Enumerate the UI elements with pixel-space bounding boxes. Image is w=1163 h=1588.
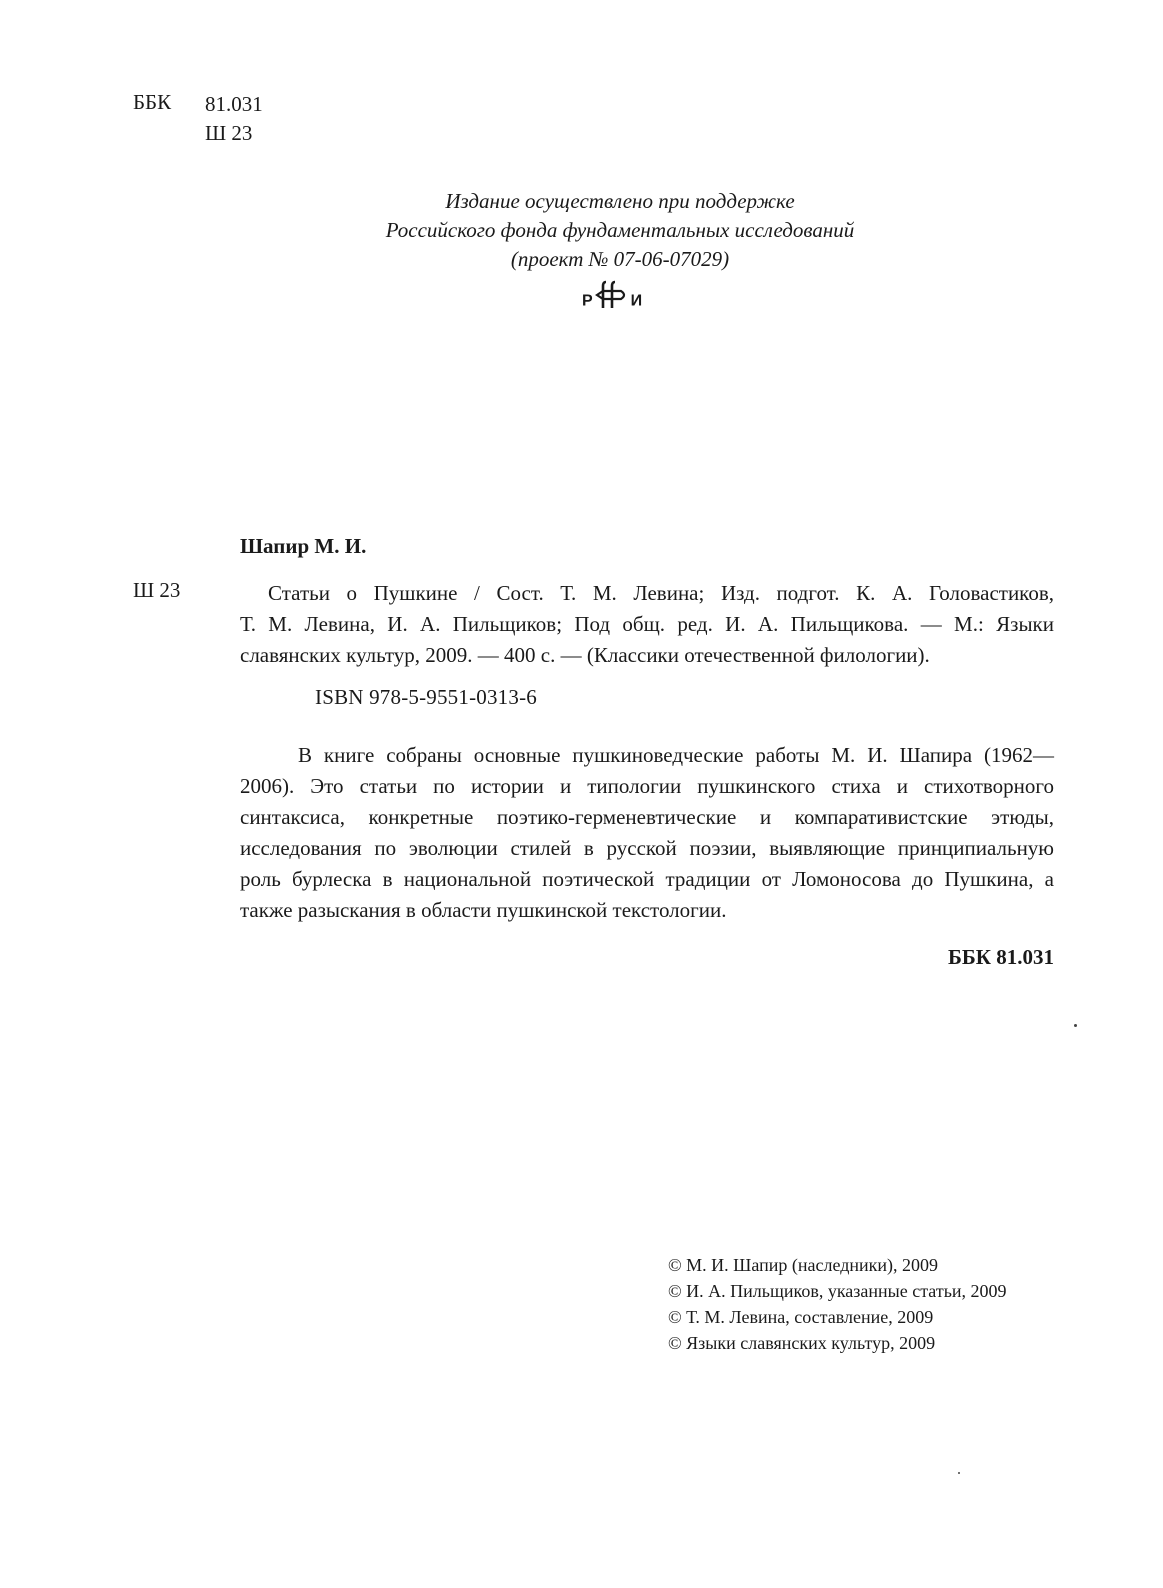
catalog-code: Ш 23 (133, 578, 181, 602)
copyright-line: © И. А. Пильщиков, указанные статьи, 2009 (668, 1281, 1007, 1301)
bbk-bottom: ББК 81.031 (948, 945, 1054, 969)
support-line: Издание осуществлено при поддержке (445, 189, 795, 213)
description-line: Статьи о Пушкине / Сост. Т. М. Левина; Изд. подгот. К. А. Головастиков, (268, 581, 1054, 605)
support-line: Российского фонда фундаментальных исследований (385, 218, 855, 242)
catalog-author: Шапир М. И. (240, 534, 367, 558)
annotation-line: синтаксиса, конкретные поэтико-герменевтические и компаративистские этюды, (240, 805, 1054, 829)
annotation-line: также разыскания в области пушкинской текстологии. (240, 898, 727, 922)
bbk-code: 81.031 (205, 92, 263, 116)
rffi-logo-letter-r: Р (582, 292, 593, 310)
description-line: Т. М. Левина, И. А. Пильщиков; Под общ. ред. И. А. Пильщикова. — М.: Языки (240, 612, 1054, 636)
rffi-logo-letter-i: И (630, 292, 643, 310)
copyright-line: © Т. М. Левина, составление, 2009 (668, 1307, 934, 1327)
description-line: славянских культур, 2009. — 400 с. — (Классики отечественной филологии). (240, 643, 930, 667)
support-notice (300, 187, 940, 274)
scan-speck (1074, 1024, 1077, 1027)
copyright-block (668, 1252, 1007, 1356)
annotation (240, 740, 1054, 926)
isbn: ISBN 978-5-9551-0313-6 (315, 685, 537, 709)
bbk-code-block (205, 90, 263, 148)
support-line: (проект № 07-06-07029) (510, 247, 730, 271)
annotation-line: 2006). Это статьи по истории и типологии пушкинского стиха и стихотворного (240, 774, 1054, 798)
copyright-line: © М. И. Шапир (наследники), 2009 (668, 1255, 938, 1275)
scan-speck (958, 1472, 960, 1474)
author-mark: Ш 23 (205, 121, 253, 145)
catalog-description (240, 578, 1054, 671)
annotation-line: В книге собраны основные пушкиноведческие работы М. И. Шапира (1962— (298, 743, 1054, 767)
bbk-label: ББК (133, 90, 172, 114)
rffi-logo (582, 280, 642, 323)
copyright-line: © Языки славянских культур, 2009 (668, 1333, 936, 1353)
annotation-line: роль бурлеска в национальной поэтической традиции от Ломоносова до Пушкина, а (240, 867, 1054, 891)
annotation-line: исследования по эволюции стилей в русской поэзии, выявляющие принципиальную (240, 836, 1054, 860)
rffi-emblem-icon (595, 280, 629, 323)
